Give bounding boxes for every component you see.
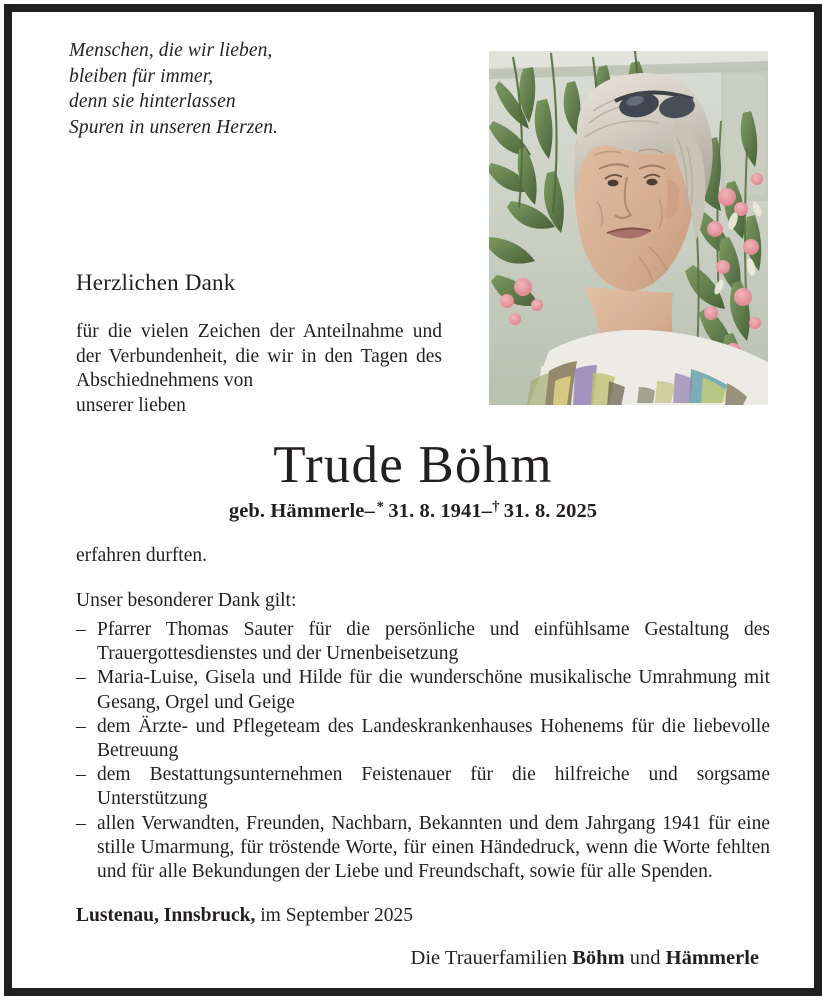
list-item-text: Pfarrer Thomas Sauter für die persönliche und einfühlsame Gestaltung des Trauergottesdienstes und der Urnenbeisetzung: [97, 619, 770, 665]
thanks-intro-paragraph: [76, 320, 442, 418]
quote-line-4: Spuren in unseren Herzen.: [69, 116, 279, 138]
thanks-intro-line-2: und der Verbundenheit, die wir in: [76, 321, 442, 367]
death-date: 31. 8. 2025: [503, 500, 598, 522]
list-item-text: Maria-Luise, Gisela und Hilde für die wunderschöne musikalische Umrahmung mit Gesang, Orgel und Geige: [97, 667, 770, 713]
obituary-notice-body: [12, 12, 814, 988]
list-bullet-dash: –: [76, 812, 86, 834]
list-bullet-dash: –: [76, 715, 86, 737]
list-item: [76, 763, 770, 811]
dates-separator-2: –: [481, 500, 493, 522]
place-and-date-line: [76, 904, 413, 928]
quote-line-3: denn sie hinterlassen: [69, 91, 236, 112]
birth-star-icon: *: [376, 498, 385, 515]
list-item-text: allen Verwandten, Freunden, Nachbarn, Bekannten und dem Jahrgang 1941 für eine stille Umarmung, für tröstende Worte, für einen Händedruck, wenn die Worte fehlten und für alle Bekundungen der Liebe und Freundschaft, sowie für alle Spenden.: [97, 812, 770, 883]
thanks-list: [76, 618, 770, 884]
thanks-intro-line-4: unserer lieben: [76, 394, 186, 416]
dates-separator-1: –: [364, 500, 375, 522]
birth-date: 31. 8. 1941: [388, 500, 482, 522]
list-item: [76, 812, 770, 885]
deceased-dates: [12, 499, 814, 523]
list-bullet-dash: –: [76, 667, 86, 689]
portrait-photo: [489, 51, 768, 405]
list-item-text: dem Bestattungsunternehmen Feistenauer für die hilfreiche und sorgsame Unterstützung: [97, 764, 770, 810]
death-cross-icon: †: [492, 498, 500, 515]
portrait-photo-image: [489, 51, 768, 405]
list-item: [76, 618, 770, 666]
thanks-heading: Herzlichen Dank: [76, 270, 236, 295]
quote-line-2: bleiben für immer,: [69, 65, 214, 87]
notice-date: im September 2025: [260, 905, 413, 926]
family-conjunction: und: [629, 947, 661, 969]
quote-line-1: Menschen, die wir lieben,: [69, 40, 273, 61]
list-item: [76, 666, 770, 714]
mourning-families-line: [411, 946, 759, 971]
list-bullet-dash: –: [76, 764, 86, 786]
obituary-notice-frame: [4, 4, 822, 996]
list-item: [76, 715, 770, 763]
thanks-intro-line-1: für die vielen Zeichen der Anteilnahme: [76, 321, 404, 342]
family-name-haemmerle: Hämmerle: [665, 947, 759, 969]
thanks-intro-line-3: den Tagen des Abschiednehmens von: [76, 345, 443, 392]
memorial-quote: [69, 38, 429, 140]
special-thanks-intro: Unser besonderer Dank gilt:: [76, 590, 297, 611]
family-prefix: Die Trauerfamilien: [410, 947, 568, 969]
place-names: Lustenau, Innsbruck,: [76, 905, 256, 926]
after-name-text: erfahren durften.: [76, 545, 208, 566]
family-name-boehm: Böhm: [572, 947, 625, 969]
deceased-name-block: [12, 436, 814, 523]
list-bullet-dash: –: [76, 619, 86, 640]
maiden-name: geb. Hämmerle: [228, 500, 365, 522]
deceased-name: Trude Böhm: [273, 436, 553, 494]
list-item-text: dem Ärzte- und Pflegeteam des Landeskrankenhauses Hohenems für die liebevolle Betreuung: [97, 715, 770, 762]
